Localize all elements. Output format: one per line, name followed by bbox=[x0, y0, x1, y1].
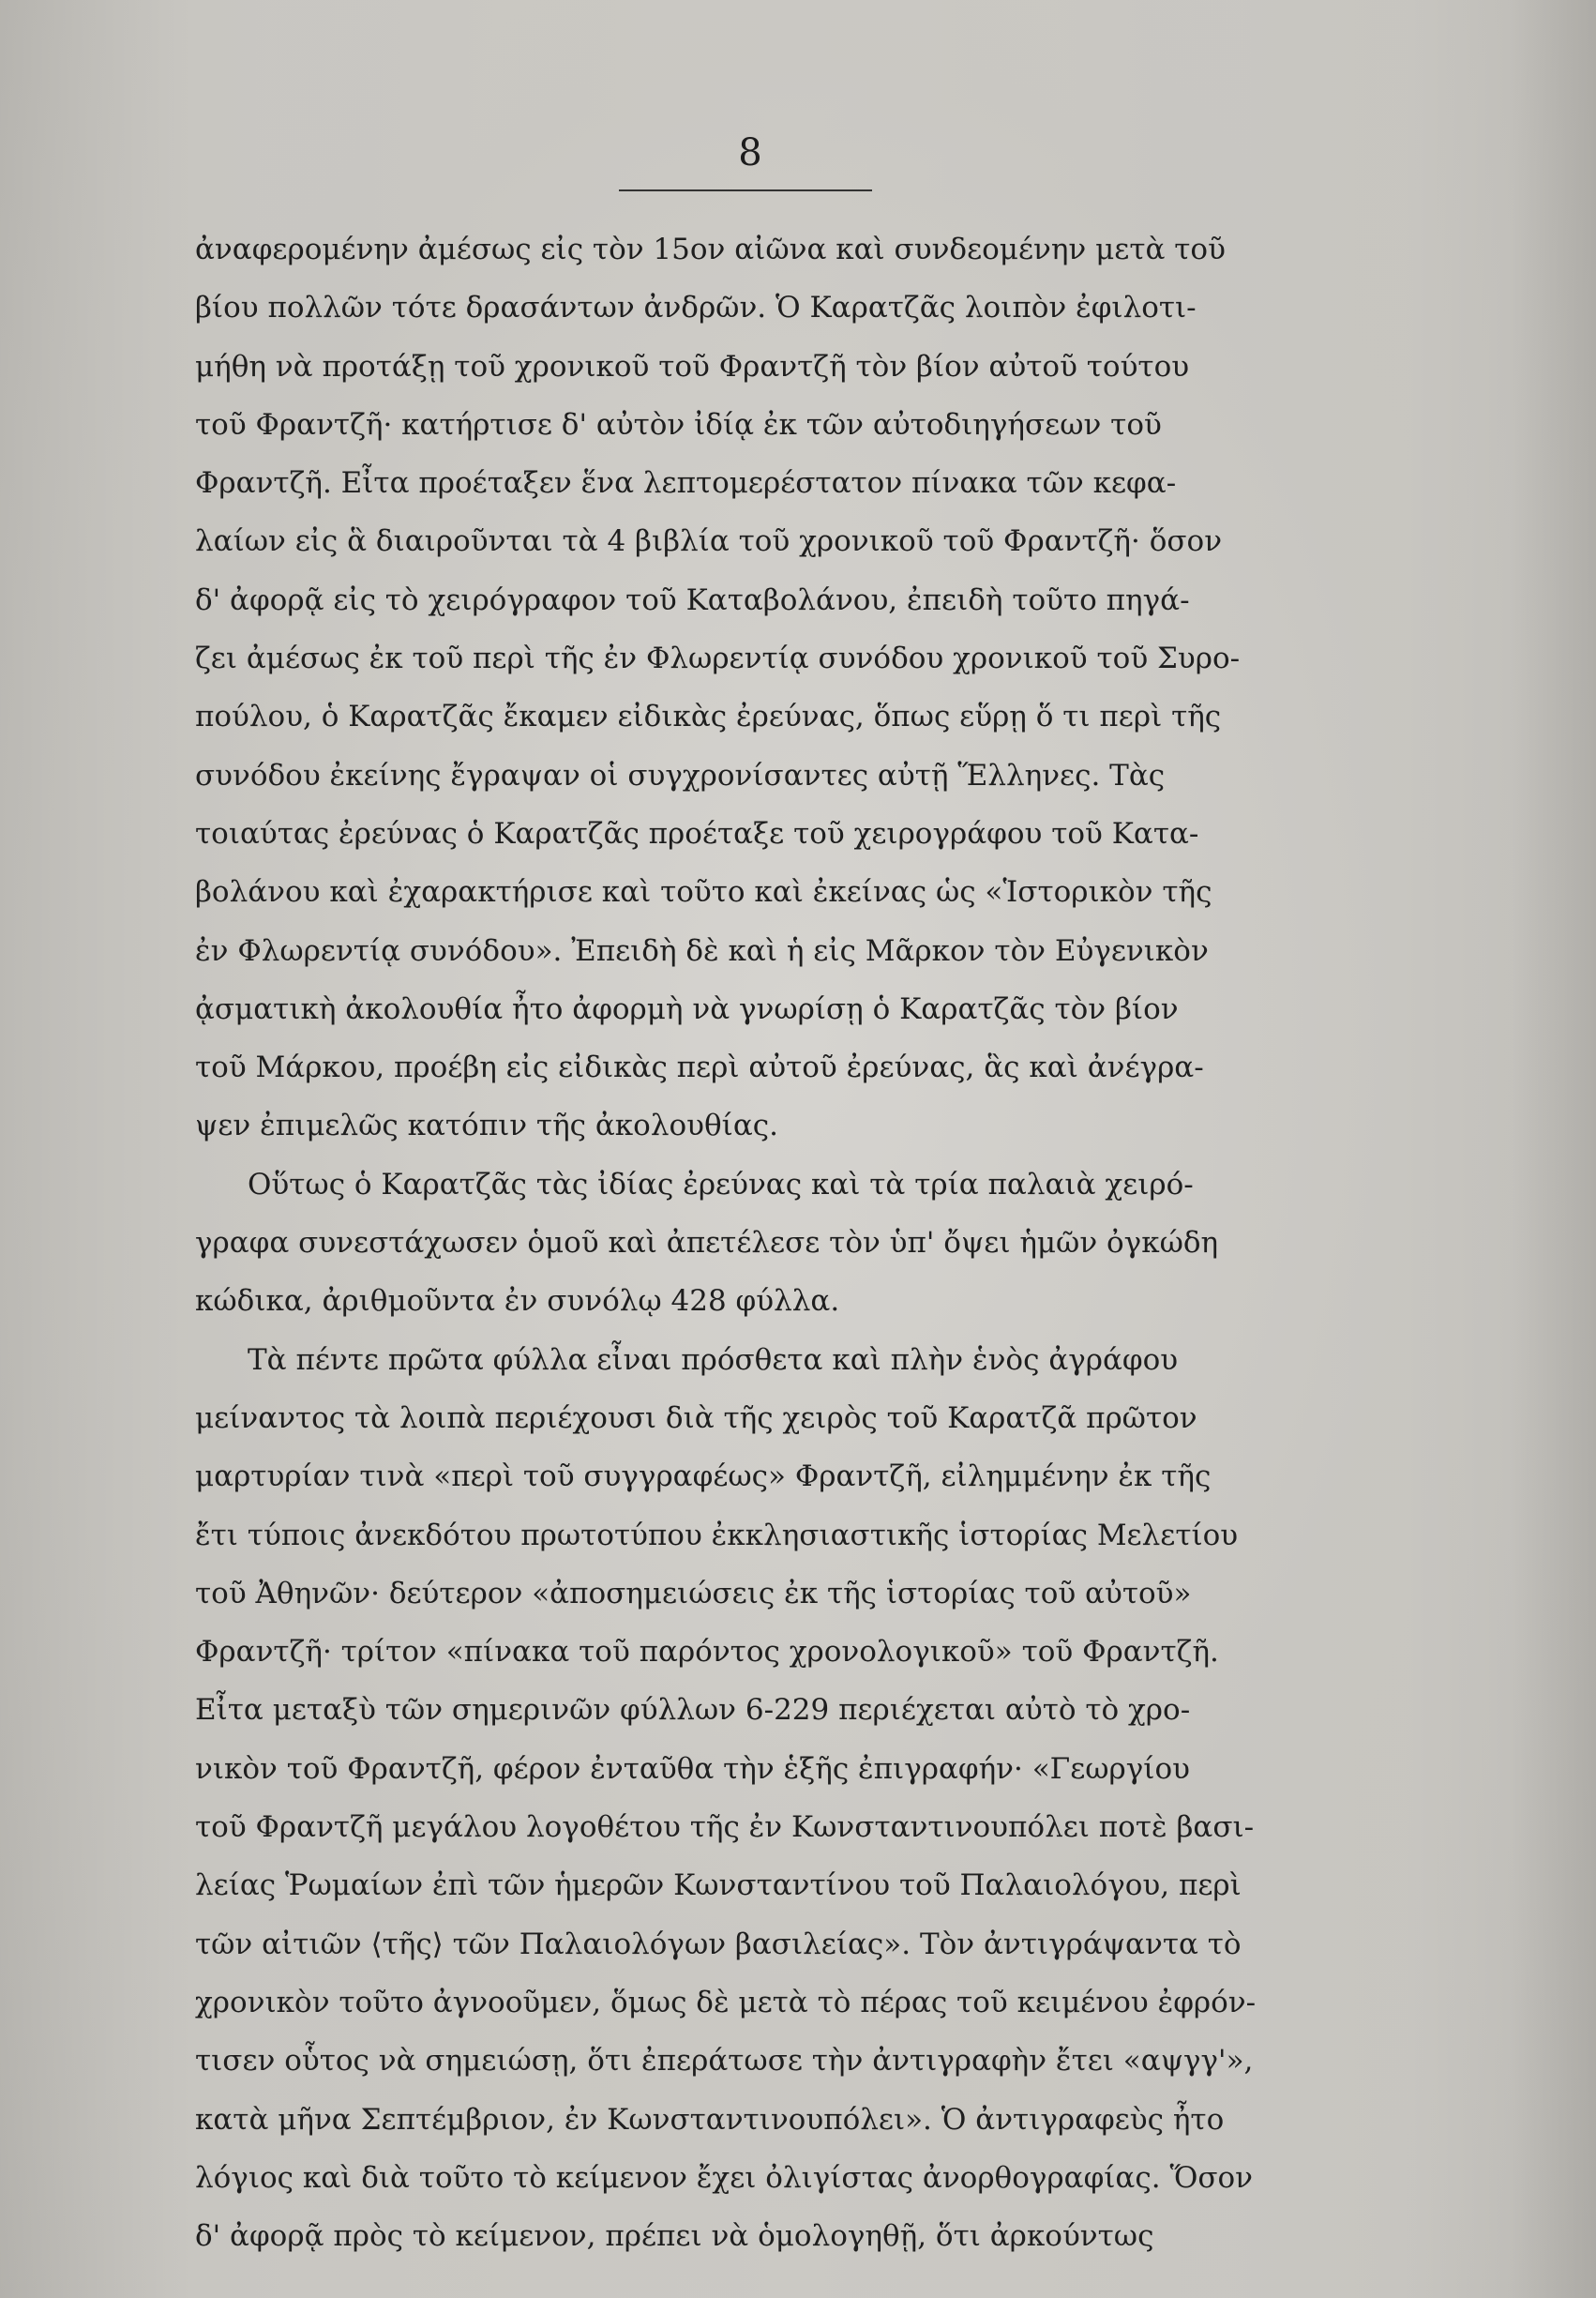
text-line: λόγιος καὶ διὰ τοῦτο τὸ κείμενον ἔχει ὀλιγίστας ἀνορθογραφίας. Ὅσον bbox=[195, 2160, 1253, 2195]
text-line: βίου πολλῶν τότε δρασάντων ἀνδρῶν. Ὁ Καρατζᾶς λοιπὸν ἐφιλοτι- bbox=[195, 291, 1197, 325]
text-line: μήθη νὰ προτάξῃ τοῦ χρονικοῦ τοῦ Φραντζῆ τὸν βίον αὐτοῦ τούτου bbox=[195, 349, 1190, 384]
text-line: Εἶτα μεταξὺ τῶν σημερινῶν φύλλων 6-229 περιέχεται αὐτὸ τὸ χρο- bbox=[195, 1693, 1191, 1728]
text-line: τοῦ Φραντζῆ μεγάλου λογοθέτου τῆς ἐν Κωνσταντινουπόλει ποτὲ βασι- bbox=[195, 1810, 1255, 1845]
text-line: κατὰ μῆνα Σεπτέμβριον, ἐν Κωνσταντινουπόλει». Ὁ ἀντιγραφεὺς ἦτο bbox=[195, 2102, 1225, 2137]
text-line: Οὕτως ὁ Καρατζᾶς τὰς ἰδίας ἐρεύνας καὶ τὰ τρία παλαιὰ χειρό- bbox=[248, 1167, 1194, 1202]
text-line: μείναντος τὰ λοιπὰ περιέχουσι διὰ τῆς χειρὸς τοῦ Καρατζᾶ πρῶτον bbox=[195, 1400, 1197, 1435]
text-line: τισεν οὗτος νὰ σημειώσῃ, ὅτι ἐπεράτωσε τὴν ἀντιγραφὴν ἔτει «αψγγ'», bbox=[195, 2044, 1254, 2079]
text-line: λαίων εἰς ἃ διαιροῦνται τὰ 4 βιβλία τοῦ χρονικοῦ τοῦ Φραντζῆ· ὅσον bbox=[195, 524, 1223, 559]
body-text bbox=[195, 220, 1309, 2265]
text-line: ζει ἀμέσως ἐκ τοῦ περὶ τῆς ἐν Φλωρεντίᾳ συνόδου χρονικοῦ τοῦ Συρο- bbox=[195, 642, 1241, 676]
text-line: γραφα συνεστάχωσεν ὁμοῦ καὶ ἀπετέλεσε τὸν ὑπ' ὄψει ἡμῶν ὀγκώδη bbox=[195, 1226, 1219, 1261]
text-line: τοιαύτας ἐρεύνας ὁ Καρατζᾶς προέταξε τοῦ χειρογράφου τοῦ Κατα- bbox=[195, 816, 1199, 851]
text-line: δ' ἀφορᾷ πρὸς τὸ κείμενον, πρέπει νὰ ὁμολογηθῇ, ὅτι ἀρκούντως bbox=[195, 2219, 1154, 2254]
text-line: ᾀσματικὴ ἀκολουθία ἦτο ἀφορμὴ νὰ γνωρίσῃ ὁ Καρατζᾶς τὸν βίον bbox=[195, 991, 1179, 1026]
text-line: ἀναφερομένην ἀμέσως εἰς τὸν 15ον αἰῶνα καὶ συνδεομένην μετὰ τοῦ bbox=[195, 233, 1226, 266]
text-line: τοῦ Ἀθηνῶν· δεύτερον «ἀποσημειώσεις ἐκ τῆς ἱστορίας τοῦ αὐτοῦ» bbox=[195, 1576, 1192, 1610]
text-line: χρονικὸν τοῦτο ἀγνοοῦμεν, ὅμως δὲ μετὰ τὸ πέρας τοῦ κειμένου ἐφρόν- bbox=[195, 1985, 1257, 2019]
text-line: νικὸν τοῦ Φραντζῆ, φέρον ἐνταῦθα τὴν ἑξῆς ἐπιγραφήν· «Γεωργίου bbox=[195, 1751, 1190, 1786]
header-rule bbox=[619, 189, 872, 191]
text-line: τῶν αἰτιῶν ⟨τῆς⟩ τῶν Παλαιολόγων βασιλείας». Τὸν ἀντιγράψαντα τὸ bbox=[195, 1927, 1242, 1961]
text-line: Φραντζῆ. Εἶτα προέταξεν ἕνα λεπτομερέστατον πίνακα τῶν κεφα- bbox=[195, 466, 1177, 501]
text-line: ψεν ἐπιμελῶς κατόπιν τῆς ἀκολουθίας. bbox=[195, 1109, 778, 1143]
text-line: Τὰ πέντε πρῶτα φύλλα εἶναι πρόσθετα καὶ πλὴν ἑνὸς ἀγράφου bbox=[248, 1342, 1179, 1377]
page-number: 8 bbox=[738, 131, 762, 174]
text-line: ἐν Φλωρεντίᾳ συνόδου». Ἐπειδὴ δὲ καὶ ἡ εἰς Μᾶρκον τὸν Εὐγενικὸν bbox=[195, 933, 1209, 968]
page-edge-shadow bbox=[1512, 0, 1596, 2298]
text-line: μαρτυρίαν τινὰ «περὶ τοῦ συγγραφέως» Φραντζῆ, εἰλημμένην ἐκ τῆς bbox=[195, 1459, 1212, 1494]
text-line: συνόδου ἐκείνης ἔγραψαν οἱ συγχρονίσαντες αὐτῇ Ἕλληνες. Τὰς bbox=[195, 758, 1166, 793]
text-line: Φραντζῆ· τρίτον «πίνακα τοῦ παρόντος χρονολογικοῦ» τοῦ Φραντζῆ. bbox=[195, 1635, 1219, 1670]
text-line: τοῦ Μάρκου, προέβη εἰς εἰδικὰς περὶ αὐτοῦ ἐρεύνας, ἃς καὶ ἀνέγρα- bbox=[195, 1051, 1204, 1085]
text-line: τοῦ Φραντζῆ· κατήρτισε δ' αὐτὸν ἰδίᾳ ἐκ τῶν αὐτοδιηγήσεων τοῦ bbox=[195, 407, 1162, 442]
text-line: ἔτι τύποις ἀνεκδότου πρωτοτύπου ἐκκλησιαστικῆς ἱστορίας Μελετίου bbox=[195, 1518, 1239, 1552]
text-line: πούλου, ὁ Καρατζᾶς ἔκαμεν εἰδικὰς ἐρεύνας, ὅπως εὕρῃ ὅ τι περὶ τῆς bbox=[195, 700, 1222, 734]
text-line: λείας Ῥωμαίων ἐπὶ τῶν ἡμερῶν Κωνσταντίνου τοῦ Παλαιολόγου, περὶ bbox=[195, 1868, 1242, 1903]
text-line: βολάνου καὶ ἐχαρακτήρισε καὶ τοῦτο καὶ ἐκείνας ὡς «Ἱστορικὸν τῆς bbox=[195, 875, 1212, 910]
text-line: κώδικα, ἀριθμοῦντα ἐν συνόλῳ 428 φύλλα. bbox=[195, 1284, 840, 1319]
text-line: δ' ἀφορᾷ εἰς τὸ χειρόγραφον τοῦ Καταβολάνου, ἐπειδὴ τοῦτο πηγά- bbox=[195, 582, 1190, 617]
